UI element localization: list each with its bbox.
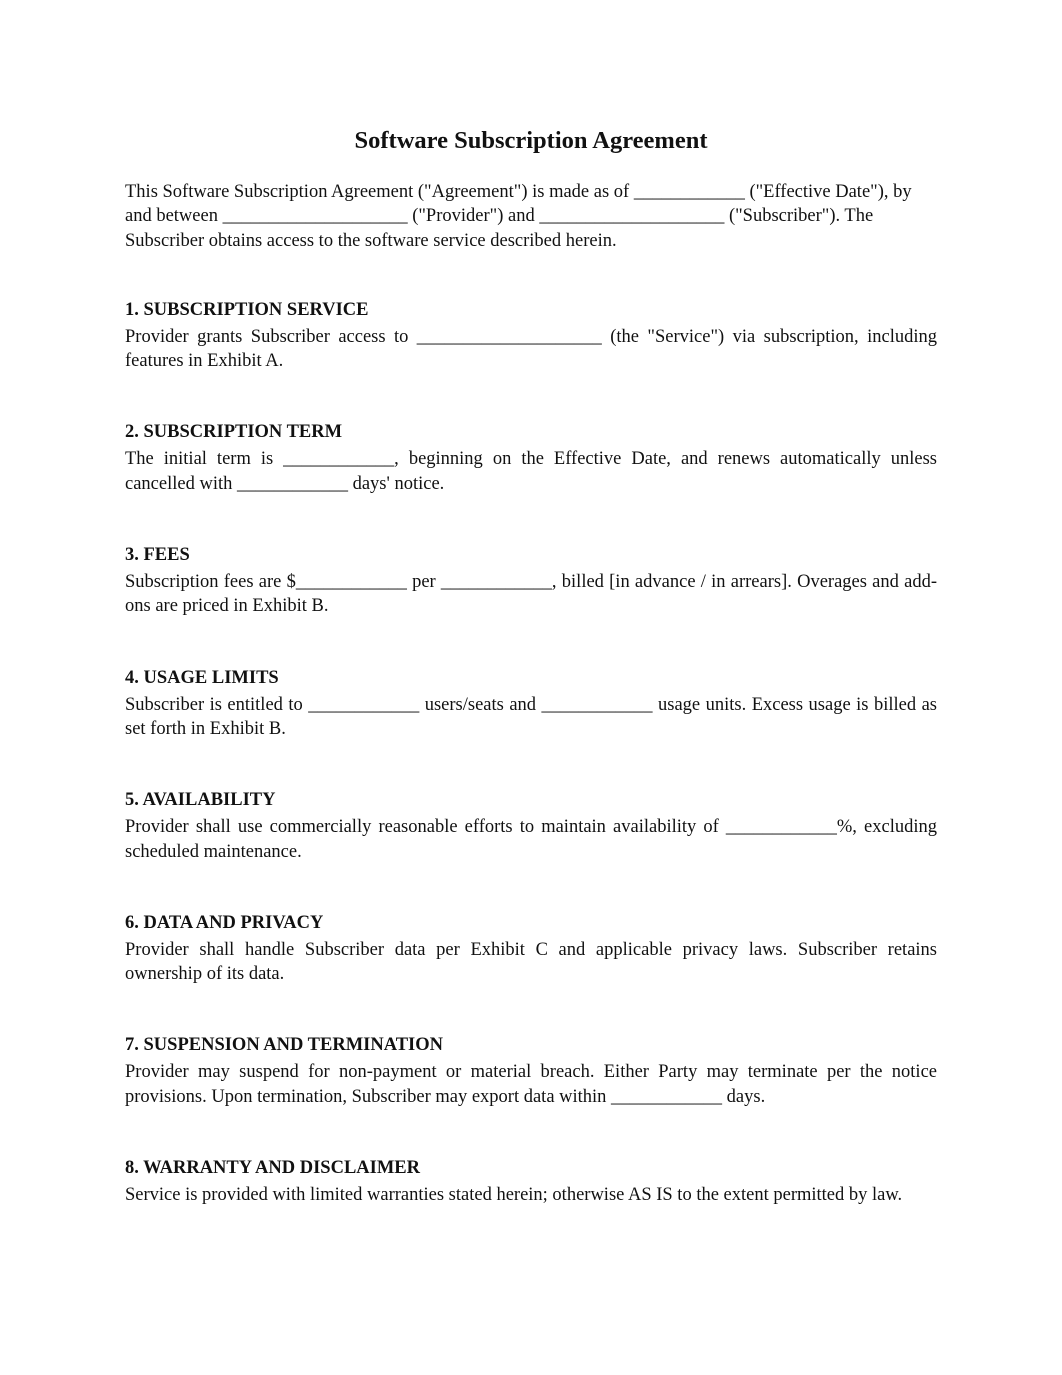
section-usage-limits [125,666,937,742]
section-heading: 2. SUBSCRIPTION TERM [125,422,343,443]
section-fees [125,543,937,619]
section-body: Subscriber is entitled to ____________ users/seats and ____________ usage units. Excess usage is billed as set forth in Exhibit B. [125,694,937,739]
section-heading: 8. WARRANTY AND DISCLAIMER [125,1158,421,1179]
section-suspension-and-termination [125,1033,937,1109]
section-availability [125,788,937,864]
section-heading: 3. FEES [125,545,190,566]
section-heading: 4. USAGE LIMITS [125,667,279,688]
section-heading: 7. SUSPENSION AND TERMINATION [125,1035,443,1056]
section-body: Provider grants Subscriber access to ____________________ (the "Service") via subscription, including features in Exhibit A. [125,326,937,372]
section-body: Subscription fees are $____________ per ____________, billed [in advance / in arrears]. Overages and add-ons are priced in Exhibit B. [125,572,937,617]
document-title: Software Subscription Agreement [354,127,708,154]
section-body: Provider shall handle Subscriber data per Exhibit C and applicable privacy laws. Subscriber retains ownership of its data. [125,939,937,985]
section-warranty-and-disclaimer [125,1156,937,1207]
section-body: Provider shall use commercially reasonable efforts to maintain availability of ____________%, excluding scheduled maintenance. [125,817,937,862]
section-subscription-term [125,420,937,496]
section-body: The initial term is ____________, beginning on the Effective Date, and renews automatically unless cancelled with ____________ days' notice. [125,449,937,494]
section-heading: 5. AVAILABILITY [125,790,276,811]
intro-paragraph: This Software Subscription Agreement ("Agreement") is made as of ____________ ("Effective Date"), by and between ____________________ ("Provider") and ____________________ ("Subscriber"). The Subscriber obtains access to the software service described herein. [125,182,912,251]
section-heading: 1. SUBSCRIPTION SERVICE [125,299,369,320]
section-body: Service is provided with limited warranties stated herein; otherwise AS IS to the extent permitted by law. [125,1185,903,1206]
section-heading: 6. DATA AND PRIVACY [125,912,324,933]
document-page [125,124,937,1254]
section-subscription-service [125,298,937,374]
section-body: Provider may suspend for non-payment or material breach. Either Party may terminate per the notice provisions. Upon termination, Subscriber may export data within ____________ days. [125,1062,937,1107]
section-data-and-privacy [125,911,937,987]
